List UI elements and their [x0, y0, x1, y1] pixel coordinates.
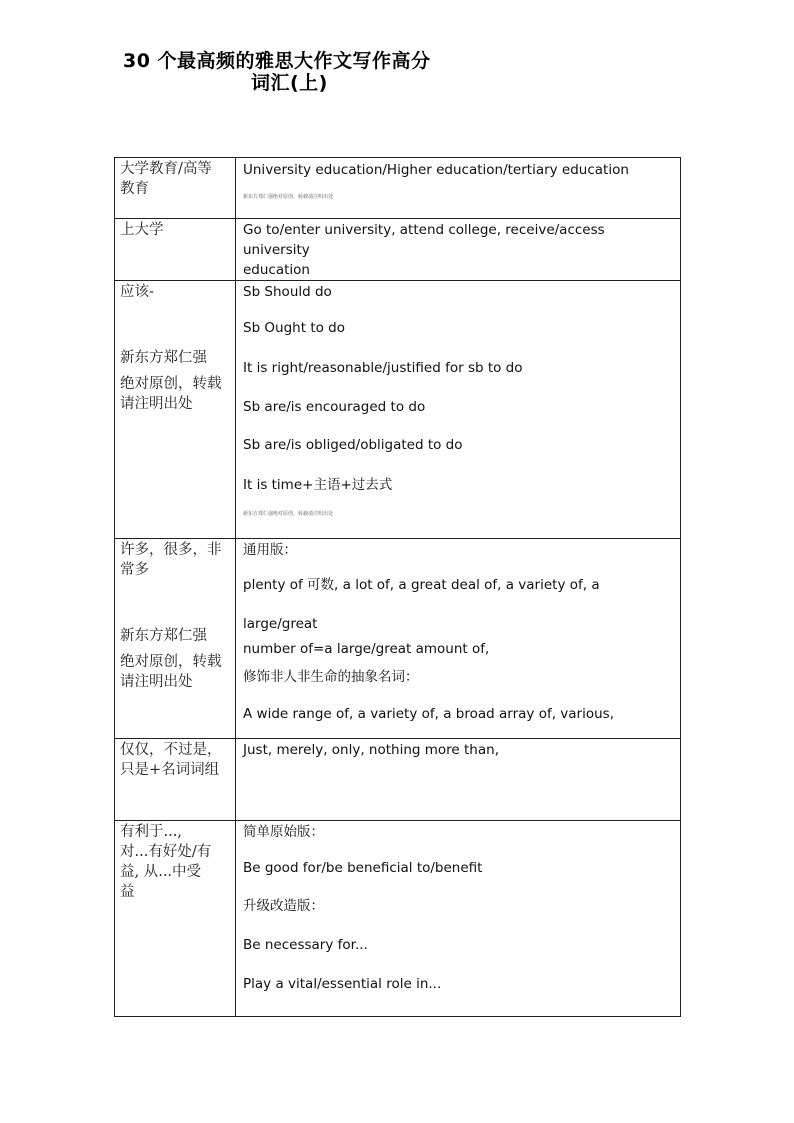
- expression-line: Sb Should do: [243, 284, 332, 300]
- expression-line: 修饰非人非生命的抽象名词：: [243, 669, 419, 685]
- expression-line: Be necessary for...: [243, 937, 368, 953]
- term-cell: [115, 219, 236, 281]
- expression-cell: [236, 539, 681, 739]
- expression-line: Play a vital/essential role in...: [243, 976, 442, 992]
- table-row: [115, 539, 681, 739]
- watermark-note: 新东方郑仁强绝对原创，转载请注明出处: [243, 194, 334, 200]
- term-line: 新东方郑仁强: [120, 350, 207, 366]
- table-row: [115, 821, 681, 1017]
- term-line: 有利于...,: [120, 824, 182, 840]
- table-row: [115, 158, 681, 219]
- expression-line: It is time+主语+过去式: [243, 477, 393, 493]
- title-line-2: 词汇(上): [251, 72, 328, 94]
- expression-line: university: [243, 242, 310, 258]
- expression-line: Be good for/be beneficial to/benefit: [243, 860, 483, 876]
- expression-cell: [236, 739, 681, 821]
- vocabulary-table: [114, 157, 681, 1017]
- term-line: 教育: [120, 181, 149, 197]
- term-line: 请注明出处: [120, 396, 193, 412]
- expression-line: 升级改造版：: [243, 898, 324, 914]
- term-line: 只是+名词词组: [120, 762, 220, 778]
- term-line: 请注明出处: [120, 674, 193, 690]
- expression-line: large/great: [243, 616, 318, 632]
- term-line: 对...有好处/有: [120, 844, 212, 860]
- expression-line: Sb Ought to do: [243, 320, 345, 336]
- term-line: 应该-: [120, 284, 154, 300]
- term-line: 绝对原创，转载: [120, 376, 222, 392]
- expression-line: Just, merely, only, nothing more than,: [243, 742, 499, 758]
- expression-line: plenty of 可数, a lot of, a great deal of, a variety of, a: [243, 577, 600, 593]
- document-title: [123, 50, 483, 94]
- expression-line: 简单原始版：: [243, 824, 324, 840]
- term-line: 大学教育/高等: [120, 161, 212, 177]
- term-line: 绝对原创，转载: [120, 654, 222, 670]
- expression-line: University education/Higher education/tertiary education: [243, 162, 629, 178]
- expression-line: Sb are/is obliged/obligated to do: [243, 437, 463, 453]
- expression-line: It is right/reasonable/justified for sb to do: [243, 360, 523, 376]
- expression-cell: [236, 219, 681, 281]
- table-row: [115, 219, 681, 281]
- expression-line: education: [243, 262, 310, 278]
- term-line: 常多: [120, 562, 149, 578]
- expression-line: A wide range of, a variety of, a broad array of, various,: [243, 706, 614, 722]
- term-line: 益: [120, 884, 135, 900]
- term-cell: [115, 739, 236, 821]
- watermark-note: 新东方郑仁强绝对原创，转载请注明出处: [243, 511, 334, 517]
- table-row: [115, 739, 681, 821]
- table-row: [115, 281, 681, 539]
- expression-line: Go to/enter university, attend college, receive/access: [243, 222, 605, 238]
- term-line: 仅仅，不过是，: [120, 742, 222, 758]
- expression-line: number of=a large/great amount of,: [243, 641, 490, 657]
- term-line: 新东方郑仁强: [120, 628, 207, 644]
- term-cell: [115, 539, 236, 739]
- term-line: 益, 从...中受: [120, 864, 202, 880]
- term-cell: [115, 821, 236, 1017]
- term-line: 上大学: [120, 222, 164, 238]
- expression-line: Sb are/is encouraged to do: [243, 399, 426, 415]
- expression-cell: [236, 821, 681, 1017]
- title-line-1: 30 个最高频的雅思大作文写作高分: [123, 50, 431, 72]
- expression-cell: [236, 158, 681, 219]
- term-cell: [115, 158, 236, 219]
- term-cell: [115, 281, 236, 539]
- expression-line: 通用版：: [243, 542, 297, 558]
- expression-cell: [236, 281, 681, 539]
- term-line: 许多，很多，非: [120, 542, 222, 558]
